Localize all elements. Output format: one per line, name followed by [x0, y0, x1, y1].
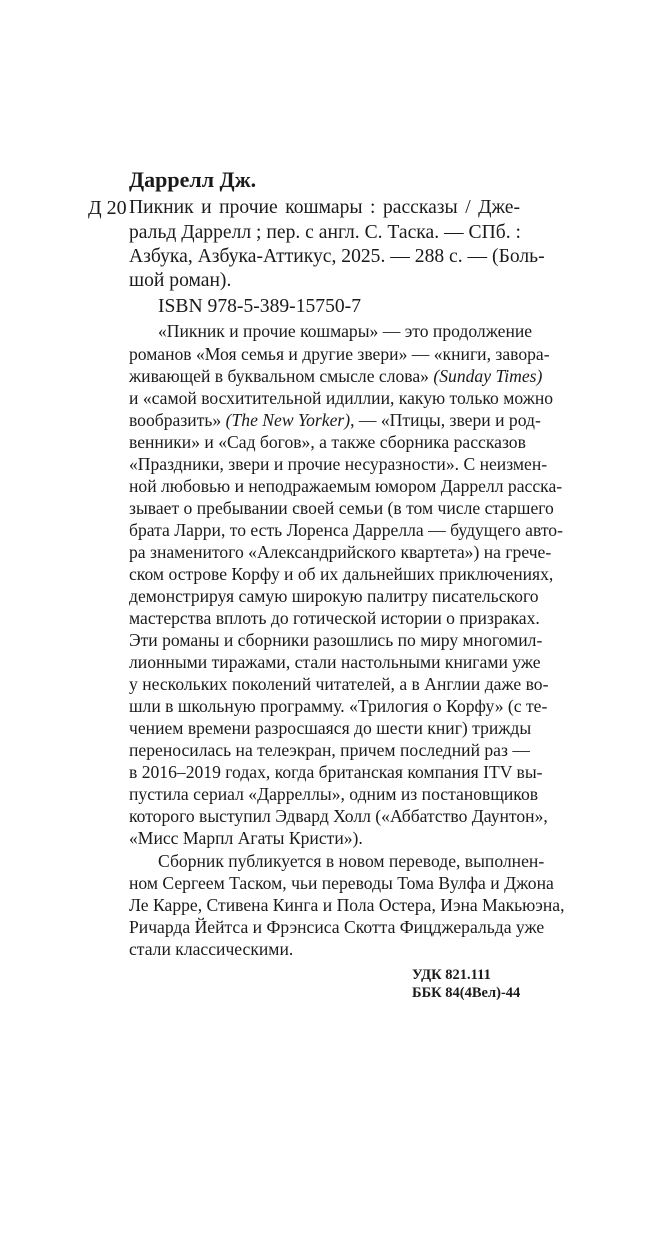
bibliographic-line: Пикник и прочие кошмары : рассказы / Дже- — [129, 197, 520, 218]
bbk-code: ББК 84(4Вел)-44 — [412, 985, 521, 1001]
citation-sunday-times: (Sunday Times) — [433, 366, 543, 386]
annotation-line: чением времени разросшаяся до шести книг) трижды — [129, 718, 532, 738]
annotation-line: демонстрируя самую широкую палитру писательского — [129, 586, 539, 606]
annotation-line: шли в школьную программу. «Трилогия о Корфу» (с те- — [129, 696, 548, 716]
annotation-line: ном Сергеем Таском, чьи переводы Тома Вулфа и Джона — [129, 873, 554, 893]
annotation-line: живающей в буквальном смысле слова» (Sunday Times) — [129, 366, 543, 386]
udk-code: УДК 821.111 — [412, 967, 491, 983]
annotation-line: у нескольких поколений читателей, а в Англии даже во- — [129, 674, 549, 694]
annotation-line: «Пикник и прочие кошмары» — это продолжение — [158, 321, 533, 341]
annotation-line: которого выступил Эдвард Холл («Аббатство Даунтон», — [129, 806, 548, 826]
annotation-line: Эти романы и сборники разошлись по миру многомил- — [129, 630, 543, 650]
annotation-line: вообразить» (The New Yorker), — «Птицы, звери и род- — [129, 410, 541, 430]
annotation-line: стали классическими. — [129, 939, 294, 959]
annotation-line: венники» и «Сад богов», а также сборника рассказов — [129, 432, 526, 452]
annotation-line: Ле Карре, Стивена Кинга и Пола Остера, Иэна Макьюэна, — [129, 895, 565, 915]
annotation-line: пустила сериал «Дарреллы», одним из постановщиков — [129, 784, 539, 804]
annotation-line: переносилась на телеэкран, причем последний раз — — [129, 740, 530, 760]
author-heading: Даррелл Дж. — [129, 167, 257, 192]
annotation-line: и «самой восхитительной идиллии, какую только можно — [129, 388, 554, 408]
annotation-line: Ричарда Йейтса и Фрэнсиса Скотта Фицджеральда уже — [129, 917, 545, 937]
bibliographic-line: шой роман). — [129, 270, 232, 291]
annotation-line: Сборник публикуется в новом переводе, выполнен- — [158, 851, 545, 871]
citation-new-yorker: (The New Yorker) — [225, 410, 351, 430]
isbn: ISBN 978-5-389-15750-7 — [158, 296, 361, 317]
bibliographic-line: Азбука, Азбука-Аттикус, 2025. — 288 с. — (Боль- — [129, 246, 545, 267]
annotation-line: ском острове Корфу и об их дальнейших приключениях, — [129, 564, 554, 584]
annotation-line: в 2016–2019 годах, когда британская компания ITV вы- — [129, 762, 543, 782]
annotation-line: романов «Моя семья и другие звери» — «книги, завора- — [129, 344, 550, 364]
annotation-line: ной любовью и неподражаемым юмором Даррелл расска- — [129, 476, 563, 496]
bibliographic-line: ральд Даррелл ; пер. с англ. С. Таска. — СПб. : — [129, 222, 521, 243]
annotation-line: мастерства вплоть до готической истории о призраках. — [129, 608, 540, 628]
annotation-line: «Праздники, звери и прочие несуразности». С неизмен- — [129, 454, 548, 474]
annotation-line: зывает о пребывании своей семьи (в том числе старшего — [129, 498, 554, 518]
annotation-line: ра знаменитого «Александрийского квартета») на грече- — [129, 542, 552, 562]
annotation-line: брата Ларри, то есть Лоренса Даррелла — будущего авто- — [129, 520, 563, 540]
annotation-line: лионными тиражами, стали настольными книгами уже — [129, 652, 541, 672]
author-sign-code: Д 20 — [88, 197, 127, 219]
annotation-line: «Мисс Марпл Агаты Кристи»). — [129, 828, 363, 848]
